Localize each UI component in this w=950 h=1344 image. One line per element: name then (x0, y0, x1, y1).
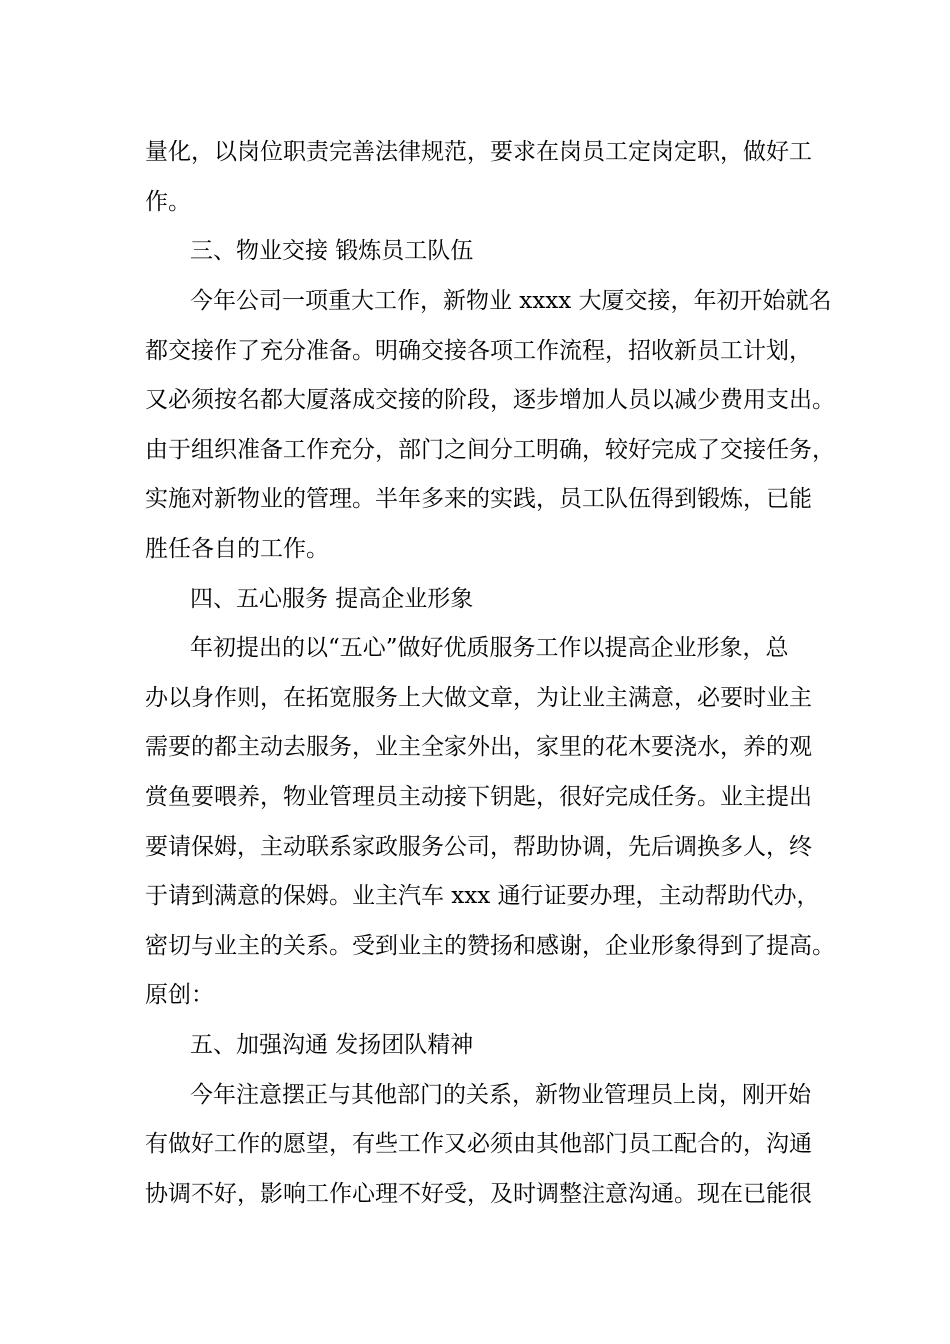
section-heading: 五、加强沟通 发扬团队精神 (190, 1032, 474, 1058)
paragraph-line: 于请到满意的保姆。业主汽车 xxx 通行证要办理，主动帮助代办， (145, 883, 820, 909)
paragraph-line: 年初提出的以“五心”做好优质服务工作以提高企业形象，总 (190, 635, 789, 661)
section-heading: 三、物业交接 锻炼员工队伍 (190, 238, 474, 264)
paragraph-line: 需要的都主动去服务，业主全家外出，家里的花木要浇水，养的观 (145, 734, 812, 760)
paragraph-line: 都交接作了充分准备。明确交接各项工作流程，招收新员工计划， (145, 338, 812, 364)
paragraph-line: 今年公司一项重大工作，新物业 xxxx 大厦交接，年初开始就名 (190, 288, 832, 314)
paragraph-line: 办以身作则，在拓宽服务上大做文章，为让业主满意，必要时业主 (145, 685, 812, 711)
section-heading: 四、五心服务 提高企业形象 (190, 586, 474, 612)
paragraph-line: 原创： (145, 982, 214, 1008)
paragraph-line: 有做好工作的愿望，有些工作又必须由其他部门员工配合的，沟通 (145, 1131, 812, 1157)
paragraph-line: 协调不好，影响工作心理不好受，及时调整注意沟通。现在已能很 (145, 1181, 812, 1207)
paragraph-line: 胜任各自的工作。 (145, 536, 329, 562)
paragraph-line: 密切与业主的关系。受到业主的赞扬和感谢，企业形象得到了提高。 (145, 933, 835, 959)
paragraph-line: 实施对新物业的管理。半年多来的实践，员工队伍得到锻炼，已能 (145, 486, 812, 512)
paragraph-line: 要请保姆，主动联系家政服务公司，帮助协调，先后调换多人，终 (145, 834, 812, 860)
paragraph-line: 量化，以岗位职责完善法律规范，要求在岗员工定岗定职，做好工 (145, 139, 812, 165)
paragraph-line: 由于组织准备工作充分，部门之间分工明确，较好完成了交接任务， (145, 437, 835, 463)
paragraph-line: 赏鱼要喂养，物业管理员主动接下钥匙，很好完成任务。业主提出 (145, 784, 812, 810)
paragraph-line: 又必须按名都大厦落成交接的阶段，逐步增加人员以减少费用支出。 (145, 387, 835, 413)
paragraph-line: 今年注意摆正与其他部门的关系，新物业管理员上岗，刚开始 (190, 1082, 811, 1108)
paragraph-line: 作。 (145, 189, 191, 215)
